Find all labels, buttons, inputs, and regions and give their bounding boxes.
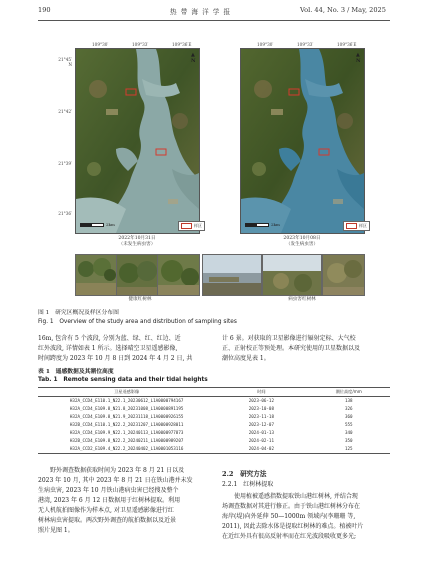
lon-tick: 109°30′ xyxy=(92,42,109,47)
satellite-map-right xyxy=(240,48,365,234)
table-row xyxy=(38,436,390,444)
table-cell: 2023-11-18 xyxy=(248,414,274,420)
table-cell: 125 xyxy=(344,445,353,451)
legend-swatch xyxy=(346,223,357,229)
text-line: 无人机航拍图像作为样本点, 对卫星遥感影像进行红 xyxy=(38,507,174,514)
subsection-heading: 2.2.1 红树林提取 xyxy=(222,481,274,488)
north-arrow-icon: ▲ N xyxy=(191,52,196,64)
lat-tick: 21°36′ xyxy=(58,211,72,216)
text-line: 海岸(堤)向外延伸 50—1000m 领域内(李珊珊 等, xyxy=(222,513,356,520)
legend-label: 样区 xyxy=(359,223,367,228)
mangrove-photo xyxy=(323,255,364,295)
table-cell: 2023-12-07 xyxy=(248,422,274,427)
table-cell: H32A_CCD4_E109.8_N21.8_20231008_L1A0000891195 xyxy=(69,406,184,412)
map-caption-left-note: （未发生病虫害） xyxy=(118,242,156,247)
table-cell: H32A_CCD4_E110.1_N22.1_20230612_L1A0000794167 xyxy=(38,396,215,404)
photo-pest-1 xyxy=(202,254,262,296)
photo-caption-pest: 病虫害红树林 xyxy=(288,297,316,302)
table-row xyxy=(38,405,390,413)
journal-title: 热 带 海 洋 学 报 xyxy=(170,8,232,16)
photo-pest-3 xyxy=(322,254,365,296)
table-bottom-rule xyxy=(38,453,390,454)
text-line: 2011), 因此去除水体是提取红树林的难点。植被叶片 xyxy=(222,523,364,530)
lat-tick: 21°45′ N xyxy=(58,57,72,67)
text-line: 计 6 景。对获取的卫星影像进行辐射定标、大气校 xyxy=(222,335,356,342)
text-line: 正、正射校正等预处理。本研究使用的卫星数据以及 xyxy=(222,345,361,352)
photo-healthy-3 xyxy=(157,254,200,296)
legend-label: 样区 xyxy=(194,223,202,228)
scale-bar-graphic xyxy=(80,223,104,228)
north-label: N xyxy=(356,58,361,64)
table-cell: 2024-02-11 xyxy=(248,437,274,443)
figure-caption-en: Fig. 1 Overview of the study area and distribution of sampling sites xyxy=(38,319,237,325)
map-caption-right-note: （发生病虫害） xyxy=(285,242,319,247)
table-header-cell: 时间 xyxy=(257,388,266,394)
table-cell: 555 xyxy=(344,422,353,427)
scale-bar-graphic xyxy=(245,223,269,228)
table-title-cn: 表 1 遥感数据及其潮位高度 xyxy=(38,369,114,375)
paragraph-bottom-right xyxy=(222,492,363,542)
table-title-en: Tab. 1 Remote sensing data and their tidal heights xyxy=(38,377,208,383)
table-cell: H32B_CCD4_E110.1_N22.2_20231207_L1A0000928011 xyxy=(69,422,184,427)
legend-left xyxy=(178,221,205,231)
map-caption-right-date: 2023年10月08日 xyxy=(283,236,321,241)
mangrove-photo xyxy=(76,255,116,295)
lat-tick: 21°39′ xyxy=(58,161,72,166)
page-number: 190 xyxy=(38,6,51,14)
text-line: 野外调查数据获取时间为 2023 年 8 月 21 日以及 xyxy=(50,467,185,474)
photo-pest-2 xyxy=(262,254,322,296)
paragraph-top-left xyxy=(38,334,192,364)
text-line: 使用植被遥感指数提取铁山港红树林, 并结合现 xyxy=(234,493,358,500)
text-line: 16m, 包含有 5 个波段, 分别为蓝、绿、红、红边、近 xyxy=(38,335,181,342)
text-line: 时间跨度为 2023 年 10 月 8 日到 2024 年 4 月 2 日, 共 xyxy=(38,355,193,362)
lat-tick: 21°42′ xyxy=(58,109,72,114)
north-arrow-icon: ▲ N xyxy=(356,52,361,64)
table-header-cell: 潮位高度/mm xyxy=(335,388,362,394)
remote-sensing-table xyxy=(38,388,390,452)
scale-bar-left xyxy=(80,222,115,227)
table-row xyxy=(38,428,390,436)
text-line: 潮位高度见表 1。 xyxy=(222,355,270,362)
table-row xyxy=(38,421,390,429)
satellite-image-left xyxy=(76,49,199,233)
north-label: N xyxy=(191,58,196,64)
photo-healthy-1 xyxy=(75,254,117,296)
mangrove-photo xyxy=(203,255,261,295)
table-cell: 360 xyxy=(344,414,353,420)
paragraph-bottom-left xyxy=(38,466,193,536)
scale-label: 2km xyxy=(271,222,280,227)
text-line: 照片见图 1。 xyxy=(38,527,74,534)
text-line: 红外波段, 详情如表 1 所示。选择晴空卫星遥感影像, xyxy=(38,345,178,352)
satellite-map-left xyxy=(75,48,200,234)
table-cell: 2023-06-12 xyxy=(215,396,307,404)
legend-right xyxy=(343,221,370,231)
table-row xyxy=(38,413,390,421)
table-cell: H32A_CCD2_E109.4_N22.2_20240402_L1A0001053116 xyxy=(69,445,184,451)
text-line: 场调查数据对其进行修正。由于铁山港红树林分布在 xyxy=(222,503,361,510)
paragraph-top-right xyxy=(222,334,360,364)
lon-tick: 109°36′E xyxy=(172,42,192,47)
table-header-row xyxy=(38,388,390,396)
lon-tick: 109°36′E xyxy=(337,42,357,47)
volume-info: Vol. 44, No. 3 / May, 2025 xyxy=(300,6,386,14)
table-cell: H32B_CCD4_E109.8_N22.2_20240211_L1A0000989207 xyxy=(69,437,184,443)
table-cell: 2024-04-02 xyxy=(248,445,274,451)
lon-tick: 109°33′ xyxy=(132,42,149,47)
table-cell: H32A_CCD4_E109.9_N22.1_20240113_L1A0000977873 xyxy=(69,429,184,435)
photo-healthy-2 xyxy=(116,254,158,296)
lon-tick: 109°30′ xyxy=(257,42,274,47)
table-header-cell: 卫星遥感影像 xyxy=(114,388,140,394)
table-row xyxy=(38,396,390,404)
text-line: 树林病虫害提取。两次野外调查的航拍数据以及近景 xyxy=(38,517,177,524)
text-line: 生病虫害, 2023 年 10 月铁山港病虫害已经搜及整个 xyxy=(38,487,179,494)
mangrove-photo xyxy=(117,255,157,295)
lon-tick: 109°33′ xyxy=(297,42,314,47)
section-heading: 2.2 研究方法 xyxy=(222,470,267,478)
table-cell: 340 xyxy=(344,429,353,435)
table-cell: 138 xyxy=(307,396,390,404)
table-cell: 326 xyxy=(344,406,353,412)
mangrove-photo xyxy=(158,255,199,295)
mangrove-photo xyxy=(263,255,321,295)
text-line: 2023 年 10 月, 其中 2023 年 8 月 21 日在铁山港并未发 xyxy=(38,477,193,484)
figure-caption-cn: 图 1 研究区概况及样区分布图 xyxy=(38,310,119,316)
table-cell: 350 xyxy=(344,437,353,443)
table-cell: 2023-10-08 xyxy=(248,406,274,412)
scale-bar-right xyxy=(245,222,280,227)
photo-caption-healthy: 健康红树林 xyxy=(128,297,152,302)
header-rule xyxy=(38,20,390,21)
satellite-image-right xyxy=(241,49,364,233)
table-row xyxy=(38,444,390,452)
scale-label: 2km xyxy=(106,222,115,227)
text-line: 在近红外具有很高反射率而在红光波段吸收更多光; xyxy=(222,533,357,540)
legend-swatch xyxy=(181,223,192,229)
table-cell: 2024-01-13 xyxy=(248,429,274,435)
table-cell: H32A_CCD4_E109.8_N21.9_20231118_L1A0000926155 xyxy=(69,414,184,420)
text-line: 港湾, 2023 年 6 月 12 日数据用于红树林提取。利用 xyxy=(38,497,181,504)
map-caption-left-date: 2022年10月31日 xyxy=(118,236,156,241)
